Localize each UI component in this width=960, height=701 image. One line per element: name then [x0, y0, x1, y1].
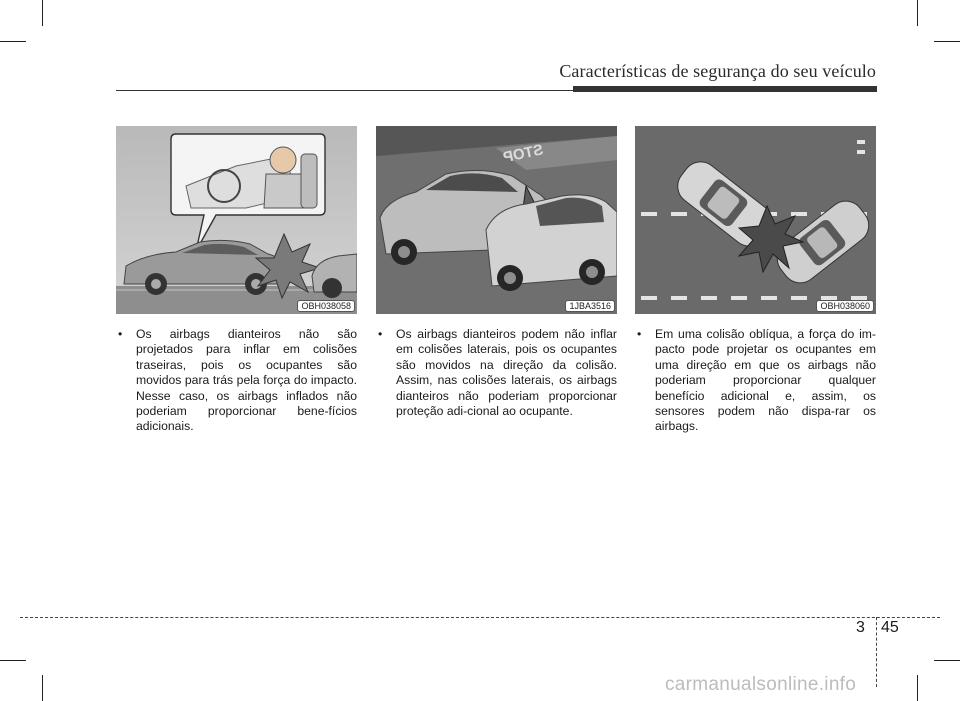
figure-code: OBH038058 [297, 300, 355, 312]
crop-mark [917, 0, 918, 26]
bullet-marker: • [118, 327, 123, 341]
figure-side-collision [376, 126, 617, 314]
crop-mark [0, 660, 26, 661]
figure-oblique-collision [635, 126, 876, 314]
crop-mark [917, 675, 918, 701]
bullet-side-collision [376, 327, 617, 419]
figure-code: OBH038060 [816, 300, 874, 312]
bullet-rear-collision [116, 327, 357, 435]
watermark: carmanualsonline.info [665, 674, 857, 695]
header-rule-accent [573, 86, 877, 92]
footer-vertical-rule [876, 617, 877, 687]
section-title: Características de segurança do seu veículo [559, 61, 876, 81]
bullet-marker: • [637, 327, 642, 341]
crop-mark [934, 660, 960, 661]
figure-rear-collision [116, 126, 357, 314]
bullet-text: Os airbags dianteiros não são projetados para inflar em colisões traseiras, pois os ocupantes são movidos para trás pela força do impacto. Nesse caso, os airbags inflados não poderiam proporcionar bene-fícios adicionais. [136, 327, 357, 434]
crop-mark [0, 41, 26, 42]
bullet-oblique-collision [635, 327, 876, 435]
footer-rule [20, 617, 940, 618]
crop-mark [42, 0, 43, 26]
figure-code: 1JBA3516 [565, 300, 615, 312]
bullet-marker: • [378, 327, 383, 341]
chapter-number: 3 [856, 619, 865, 636]
bullet-text: Os airbags dianteiros podem não inflar em colisões laterais, pois os ocupantes são movidos na direção da colisão. Assim, nas colisões laterais, os airbags dianteiros não poderiam proporcionar proteção adi-cional ao ocupante. [396, 327, 617, 419]
page-number: 45 [881, 619, 899, 636]
bullet-text: Em uma colisão oblíqua, a força do im-pacto pode projetar os ocupantes em uma direção em que os airbags não poderiam proporcionar qualquer benefício adicional e, assim, os sensores podem não dispa-rar os airbags. [655, 327, 876, 434]
crop-mark [42, 675, 43, 701]
crop-mark [934, 41, 960, 42]
header-rule [116, 90, 578, 91]
road-marking-text: STOP [501, 141, 545, 167]
